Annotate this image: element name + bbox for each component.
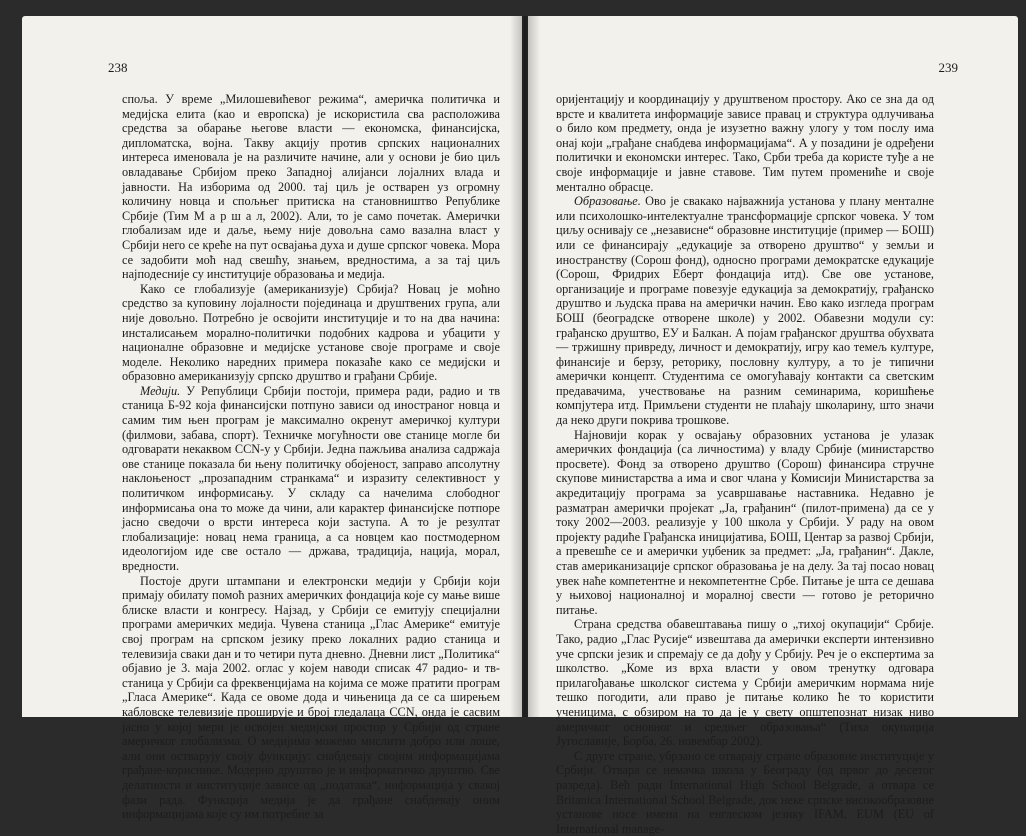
- paragraph: споља. У време „Милошевићевог режима“, америчка политичка и медијска елита (као и европска) је искористила сва расположива средства за обарање његове власти — економска, финансијска, дипломатска, војна. Такву акцију против српских националних интереса именовала је на различите начине, али у основи је био циљ овладавање Србијом преко Западној алијанси лојалних влада и јавности. На изборима од 2000. тај циљ је остварен уз огромну количину новца и спољњег притиска на становништво Републике Србије (Тим М а р ш а л, 2002). Али, то је само почетак. Амерички глобализам иде и даље, њему није довољна само вазална власт у Србији него се креће на пут освајања духа и душе српског човека. Мора се задобити моћ над свешћу, знањем, вредностима, а за тај циљ најподесније су институције образовања и медија.: [122, 92, 500, 282]
- paragraph: Како се глобализује (американизује) Србија? Новац је моћно средство за куповину лојалности појединаца и друштвених група, али није довољно. Потребно је освојити институције и то на два начина: инсталисањем морално-политички подобних кадрова и убацити у националне образовне и медијске установе своје програме и своје моделе. Неколико наредних примера показаће како се медијски и образовно американизују српско друштво и грађани Србије.: [122, 281, 500, 384]
- page-number-left: 238: [108, 60, 128, 75]
- paragraph: Постоје други штампани и електронски медији у Србији који примају обилату помоћ разних америчких фондација које су мање више блиске власти и конгресу. Најзад, у Србији се емитују специјални програми америчких медија. Чувена станица „Глас Америке“ емитује свој програм на српском језику преко локалних радио станица и телевизија сваки дан и то четири пута дневно. Дневни лист „Политика“ објавио је 3. маја 2002. оглас у којем наводи списак 47 радио- и тв-станица у Србији са фреквенцијама на којима се може пратити програм „Гласа Америке“. Када се овоме дода и чињеница да се са ширењем кабловске телевизије проширује и број гледалаца CCN, онда је сасвим јасно у којој мери је освојен медијски простор у Србији од стране америчког глобализма. О медијима можемо мислити добро или лоше, али они остварују своју функцију: снабдевају својим информацијама грађане-кориснике. Модерно друштво је и информатичко друштво. Све делатности и институције зависе од „података“, информација у свакој фази рада. Функција медија је да грађане снабдевају оним информацијама које су им потребне за: [122, 573, 500, 822]
- paragraph: Најновији корак у освајању образовних установа је улазак америчких фондација (са личностима) у владу Србије (министарство просвете). Фонд за отворено друштво (Сорош) финансира стручне скупове министарства а има и свог члана у Комисији Министарства за акредитацију програма за усавршавање наставника. Недавно је разматран амерички пројекат „Ја, грађанин“ (пилот-примена) да се у току 2002—2003. реализује у 100 школа у Србији. У раду на овом пројекту радиће Грађанска иницијатива, БОШ, Центар за развој Србији, а превешће се и амерички уџбеник за предмет: „Ја, грађанин“. Дакле, став американизације српског образовања је на делу. За тај посао новац увек наће компетентне и некомпетентне Србе. Питање је шта се дешава у њиховој националној и моралној свести — готово је реторично питање.: [556, 427, 934, 617]
- left-page: [22, 16, 522, 822]
- right-page: [528, 16, 1018, 836]
- paragraph: оријентацију и координацију у друштвеном простору. Ако се зна да од врсте и квалитета информације зависе правац и структура одлучивања о било ком предмету, онда је изузетно важну улогу у том послу има онај који „грађане снабдева информацијама“. А у позадини је одређени политички и економски интерес. Тако, Срби треба да користе туђе а не своје информације и јавне ставове. Тим путем промениће и своје ментално обрасце.: [556, 92, 934, 194]
- page-number-right: 239: [938, 60, 958, 75]
- paragraph-body: У Републици Србији постоји, примера ради, радио и тв станица Б-92 која финансијски потпуно зависи од иностраног новца и самим тим њен програм је максимално окренут америчкој култури (филмови, забава, спорт). Техничке могућности ове станице могле би одговарати некаквом CCN-у у Србији. Једна пажљива анализа садржаја ове станице показала би њену политичку обојеност, заправо апсолутну наклоњеност „прозападним странкама“ и изразиту селективност у политичком информисању. У складу са начелима слободног информисања она то може да чини, али карактер финансијске потпоре јасно сведочи о врсти интереса који заступа. А то је резултат глобализације: новац нема граница, а са новцем као постмодерном идеологијом иде све остало — држава, традиција, нација, морал, вредности.: [122, 383, 500, 573]
- section-lead: Образовање.: [574, 194, 641, 209]
- paragraph: [556, 194, 934, 428]
- right-page-text: [556, 92, 934, 836]
- paragraph-body: Ово је свакако најважнија установа у плану менталне или психолошко-интелектуалне трансформације српског човека. У том циљу оснивају се „независне“ образовне институције (пример — БОШ) или се финансирају „едукације за отворено друштво“ у земљи и иностранству (Сорош фонд), односно програми демократске едукације (Сорош, Фридрих Еберт фондација итд). Све ове установе, организације и програме повезује едукација за демократију, грађанско друштво и људска права на амерички начин. Ево како изгледа програм БОШ (београдске отворене школе) у 2002. Обавезни модули су: грађанско друштво, ЕУ и Балкан. А појам грађанског друштва обухвата — тржишну привреду, личност и демократију, игру као темељ културе, финансије и берзу, реторику, пословну културу, а то је типични амерички концепт. Студентима се омогућавају контакти са светским предавачима, учествовање на разним семинарима, коришћење компјутера итд. Примљени студенти не плаћају школарину, што значи да неко други покрива трошкове.: [556, 194, 934, 428]
- paragraph: Страна средства обавештавања пишу о „тихој окупацији“ Србије. Тако, радио „Глас Русије“ извештава да амерички експерти интензивно уче српски језик и спремају се да дођу у Србију. Реч је о експертима за школство. „Коме из врха власти у овом тренутку одговара прилагођавање школског система у Србији америчким нормама није тешко погодити, али право је питање колико ће то користити ученицима, с обзиром на то да је у свету општепознат низак ниво америчког основног и средњег образовања“ (Тиха окупација Југославије, Борба, 26. новембар 2002).: [556, 617, 934, 749]
- paragraph: С друге стране, убрзано се отварају стране образовне институције у Србији. Отвара се немачка школа у Београду (од првог до десетог разреда). Већ ради International High School Belgrade, а отвара се Britanica International School Belgrade, док неке српске високообразовне установе носе имена на енглеском језику IFAM, EUM (EU of International manage-: [556, 748, 934, 836]
- left-page-text: [122, 92, 500, 822]
- section-lead: Медији.: [140, 383, 181, 398]
- paragraph: [122, 384, 500, 574]
